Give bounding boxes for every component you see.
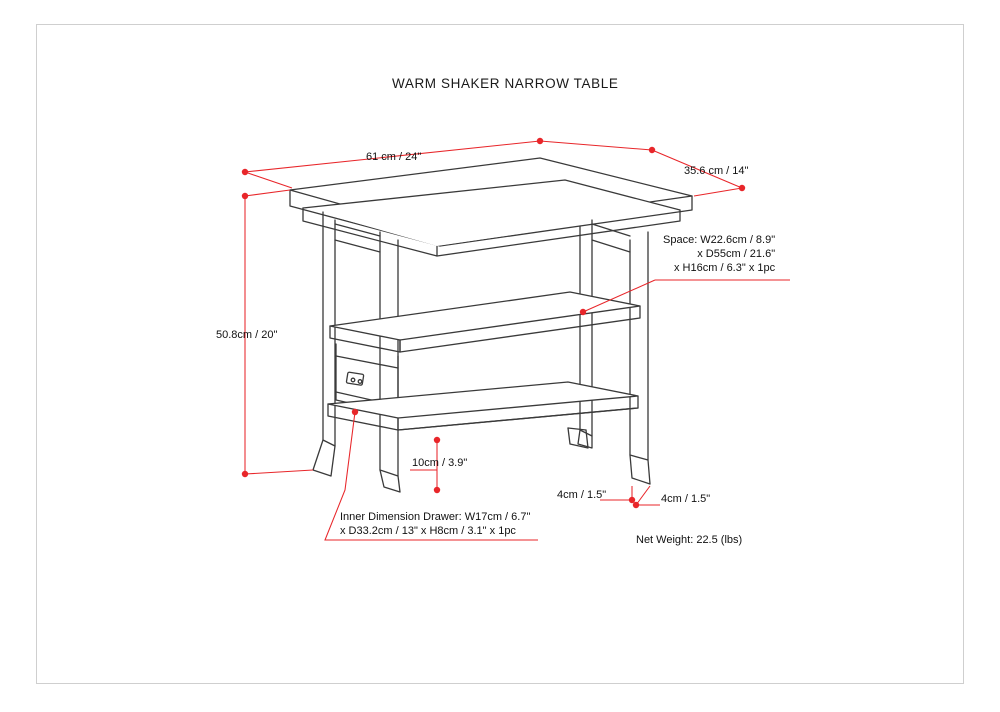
dimension-depth-label: 35.6 cm / 14" bbox=[684, 165, 749, 177]
dimension-shelf-clearance-label: 10cm / 3.9" bbox=[412, 457, 468, 469]
table-drawing bbox=[290, 158, 692, 492]
dimension-height-label: 50.8cm / 20" bbox=[216, 329, 278, 341]
open-space-line-2: x D55cm / 21.6" bbox=[697, 248, 776, 260]
open-space-line-3: x H16cm / 6.3" x 1pc bbox=[674, 262, 776, 274]
open-space-line-1: Space: W22.6cm / 8.9" bbox=[663, 234, 776, 246]
dimension-leg-left-label: 4cm / 1.5" bbox=[557, 489, 607, 501]
page-title: WARM SHAKER NARROW TABLE bbox=[392, 76, 619, 91]
drawer-line-1: Inner Dimension Drawer: W17cm / 6.7" bbox=[340, 511, 531, 523]
dimension-leg-right-label: 4cm / 1.5" bbox=[661, 493, 711, 505]
dimension-width-label: 61 cm / 24" bbox=[366, 151, 422, 163]
drawer-line-2: x D33.2cm / 13" x H8cm / 3.1" x 1pc bbox=[340, 525, 516, 537]
net-weight-label: Net Weight: 22.5 (lbs) bbox=[636, 534, 743, 546]
drawer-inner-dimension-callout bbox=[340, 510, 530, 538]
open-space-callout bbox=[663, 233, 775, 275]
